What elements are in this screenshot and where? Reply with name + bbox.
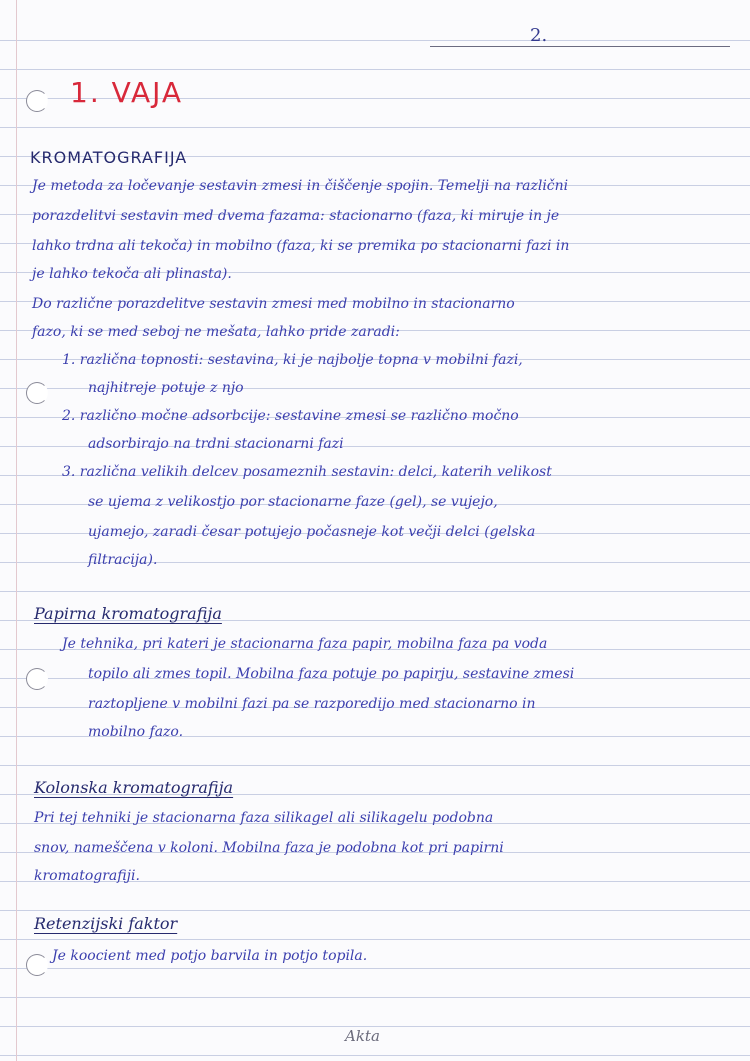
intro-line: je lahko tekoča ali plinasta). <box>32 266 232 282</box>
binder-hole-4 <box>26 954 48 976</box>
column-line: Pri tej tehniki je stacionarna faza silikagel ali silikagelu podobna <box>34 810 494 826</box>
column-line: snov, nameščena v koloni. Mobilna faza je podobna kot pri papirni <box>34 840 504 856</box>
paper-line: mobilno fazo. <box>88 724 184 740</box>
intro-line: lahko trdna ali tekoča) in mobilno (faza, ki se premika po stacionarni fazi in <box>32 238 570 254</box>
header-rule <box>430 46 730 47</box>
reason-item-cont: filtracija). <box>88 552 158 568</box>
binder-hole-2 <box>26 382 48 404</box>
exercise-title: 1. VAJA <box>70 76 184 109</box>
paper-line: Je tehnika, pri kateri je stacionarna faza papir, mobilna faza pa voda <box>62 636 548 652</box>
reason-item-cont: ujamejo, zaradi česar potujejo počasneje kot večji delci (gelska <box>88 524 536 540</box>
reason-item-cont: adsorbirajo na trdni stacionarni fazi <box>88 436 344 452</box>
binder-hole-3 <box>26 668 48 690</box>
reason-item-cont: se ujema z velikostjo por stacionarne faze (gel), se vujejo, <box>88 494 498 510</box>
column-line: kromatografiji. <box>34 868 140 884</box>
intro-line: porazdelitvi sestavin med dvema fazama: stacionarno (faza, ki miruje in je <box>32 208 560 224</box>
subsection-heading-retention: Retenzijski faktor <box>34 914 178 933</box>
reason-item: 2. različno močne adsorbcije: sestavine zmesi se različno močno <box>62 408 519 424</box>
brand-logo: Akta <box>345 1027 380 1045</box>
section-heading: KROMATOGRAFIJA <box>30 148 188 167</box>
intro-line: Je metoda za ločevanje sestavin zmesi in čiščenje spojin. Temelji na različni <box>32 178 569 194</box>
reason-item: 1. različna topnosti: sestavina, ki je najbolje topna v mobilni fazi, <box>62 352 523 368</box>
intro-line: fazo, ki se med seboj ne mešata, lahko pride zaradi: <box>32 324 400 340</box>
intro-line: Do različne porazdelitve sestavin zmesi med mobilno in stacionarno <box>32 296 515 312</box>
reason-item-cont: najhitreje potuje z njo <box>88 380 244 396</box>
retention-line: Je koocient med potjo barvila in potjo topila. <box>52 948 368 964</box>
paper-line: raztopljene v mobilni fazi pa se razporedijo med stacionarno in <box>88 696 536 712</box>
subsection-heading-paper: Papirna kromatografija <box>34 604 222 623</box>
binder-hole-1 <box>26 90 48 112</box>
subsection-heading-column: Kolonska kromatografija <box>34 778 234 797</box>
page-number: 2. <box>530 25 548 46</box>
paper-line: topilo ali zmes topil. Mobilna faza potuje po papirju, sestavine zmesi <box>88 666 575 682</box>
reason-item: 3. različna velikih delcev posameznih sestavin: delci, katerih velikost <box>62 464 552 480</box>
margin-line <box>16 0 17 1061</box>
